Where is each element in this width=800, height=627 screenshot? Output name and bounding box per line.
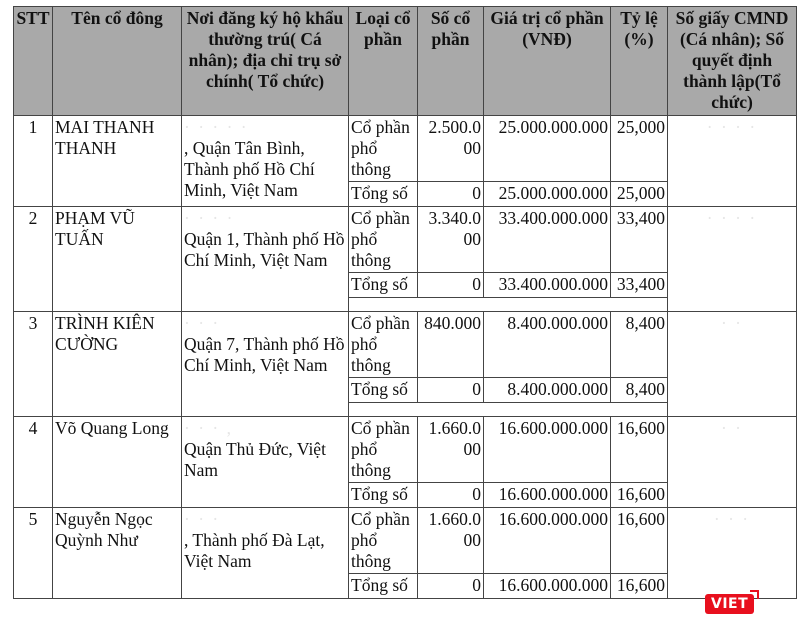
id-number-cell: · · bbox=[668, 417, 797, 508]
address-text: Quận Thủ Đức, Việt Nam bbox=[184, 439, 326, 480]
total-label: Tổng số bbox=[349, 378, 418, 403]
share-value-cell: 16.600.000.000 bbox=[484, 417, 611, 483]
share-type-cell: Cổ phần phổ thông bbox=[349, 508, 418, 574]
header-id-number: Số giấy CMND (Cá nhân); Số quyết định thành lập(Tổ chức) bbox=[668, 7, 797, 116]
total-count: 0 bbox=[418, 574, 484, 599]
stt-cell: 4 bbox=[14, 417, 53, 508]
viet-watermark-logo: VIET bbox=[705, 594, 754, 614]
header-address: Nơi đăng ký hộ khẩu thường trú( Cá nhân); địa chỉ trụ sở chính( Tổ chức) bbox=[182, 7, 349, 116]
total-value: 25.000.000.000 bbox=[484, 182, 611, 207]
table-row bbox=[14, 508, 797, 574]
stt-cell: 1 bbox=[14, 116, 53, 207]
redacted-address-part: · · · bbox=[184, 313, 221, 333]
shareholder-name: Võ Quang Long bbox=[53, 417, 182, 508]
stt-cell: 3 bbox=[14, 312, 53, 417]
header-ratio: Tỷ lệ (%) bbox=[611, 7, 668, 116]
id-number-cell: · · · · bbox=[668, 207, 797, 312]
address-cell bbox=[182, 312, 349, 417]
table-row bbox=[14, 312, 797, 378]
total-value: 16.600.000.000 bbox=[484, 483, 611, 508]
shareholder-name: Nguyễn Ngọc Quỳnh Như bbox=[53, 508, 182, 599]
shareholder-name: TRÌNH KIÊN CƯỜNG bbox=[53, 312, 182, 417]
total-ratio: 25,000 bbox=[611, 182, 668, 207]
total-ratio: 16,600 bbox=[611, 574, 668, 599]
address-text: , Thành phố Đà Lạt, Việt Nam bbox=[184, 530, 325, 571]
total-value: 16.600.000.000 bbox=[484, 574, 611, 599]
share-type-cell: Cổ phần phổ thông bbox=[349, 312, 418, 378]
id-number-cell: · · · bbox=[668, 508, 797, 599]
header-stt: STT bbox=[14, 7, 53, 116]
total-label: Tổng số bbox=[349, 483, 418, 508]
ratio-cell: 33,400 bbox=[611, 207, 668, 273]
header-name: Tên cổ đông bbox=[53, 7, 182, 116]
share-count-cell: 2.500.000 bbox=[418, 116, 484, 182]
address-text: Quận 7, Thành phố Hồ Chí Minh, Việt Nam bbox=[184, 334, 345, 375]
total-count: 0 bbox=[418, 273, 484, 298]
share-type-cell: Cổ phần phổ thông bbox=[349, 116, 418, 182]
address-cell bbox=[182, 417, 349, 508]
total-label: Tổng số bbox=[349, 574, 418, 599]
total-label: Tổng số bbox=[349, 273, 418, 298]
total-label: Tổng số bbox=[349, 182, 418, 207]
redacted-address-part: · · · · bbox=[184, 208, 235, 228]
shareholder-table bbox=[13, 6, 797, 599]
address-text: , Quận Tân Bình, Thành phố Hồ Chí Minh, Việt Nam bbox=[184, 138, 315, 200]
empty-cell bbox=[349, 298, 668, 312]
share-value-cell: 16.600.000.000 bbox=[484, 508, 611, 574]
address-cell bbox=[182, 508, 349, 599]
total-count: 0 bbox=[418, 378, 484, 403]
share-type-cell: Cổ phần phổ thông bbox=[349, 207, 418, 273]
share-type-cell: Cổ phần phổ thông bbox=[349, 417, 418, 483]
total-ratio: 16,600 bbox=[611, 483, 668, 508]
share-count-cell: 1.660.000 bbox=[418, 417, 484, 483]
empty-cell bbox=[349, 403, 668, 417]
redacted-address-part: · · · · · bbox=[184, 117, 249, 137]
total-count: 0 bbox=[418, 182, 484, 207]
shareholder-name: MAI THANH THANH bbox=[53, 116, 182, 207]
share-count-cell: 3.340.000 bbox=[418, 207, 484, 273]
header-share-value: Giá trị cổ phần (VNĐ) bbox=[484, 7, 611, 116]
shareholder-name: PHẠM VŨ TUẤN bbox=[53, 207, 182, 312]
ratio-cell: 16,600 bbox=[611, 508, 668, 574]
stt-cell: 2 bbox=[14, 207, 53, 312]
table-row bbox=[14, 417, 797, 483]
table-row bbox=[14, 207, 797, 273]
header-row bbox=[14, 7, 797, 116]
header-share-type: Loại cổ phần bbox=[349, 7, 418, 116]
total-value: 33.400.000.000 bbox=[484, 273, 611, 298]
table-row bbox=[14, 116, 797, 182]
header-share-count: Số cổ phần bbox=[418, 7, 484, 116]
address-text: Quận 1, Thành phố Hồ Chí Minh, Việt Nam bbox=[184, 229, 345, 270]
share-value-cell: 25.000.000.000 bbox=[484, 116, 611, 182]
total-ratio: 8,400 bbox=[611, 378, 668, 403]
share-value-cell: 8.400.000.000 bbox=[484, 312, 611, 378]
share-count-cell: 840.000 bbox=[418, 312, 484, 378]
address-cell bbox=[182, 207, 349, 312]
redacted-address-part: · · · bbox=[184, 509, 221, 529]
ratio-cell: 25,000 bbox=[611, 116, 668, 182]
total-count: 0 bbox=[418, 483, 484, 508]
id-number-cell: · · · · bbox=[668, 116, 797, 207]
address-cell bbox=[182, 116, 349, 207]
total-value: 8.400.000.000 bbox=[484, 378, 611, 403]
stt-cell: 5 bbox=[14, 508, 53, 599]
share-value-cell: 33.400.000.000 bbox=[484, 207, 611, 273]
total-ratio: 33,400 bbox=[611, 273, 668, 298]
ratio-cell: 16,600 bbox=[611, 417, 668, 483]
id-number-cell: · · bbox=[668, 312, 797, 417]
ratio-cell: 8,400 bbox=[611, 312, 668, 378]
redacted-address-part: · · · , bbox=[184, 418, 233, 438]
share-count-cell: 1.660.000 bbox=[418, 508, 484, 574]
